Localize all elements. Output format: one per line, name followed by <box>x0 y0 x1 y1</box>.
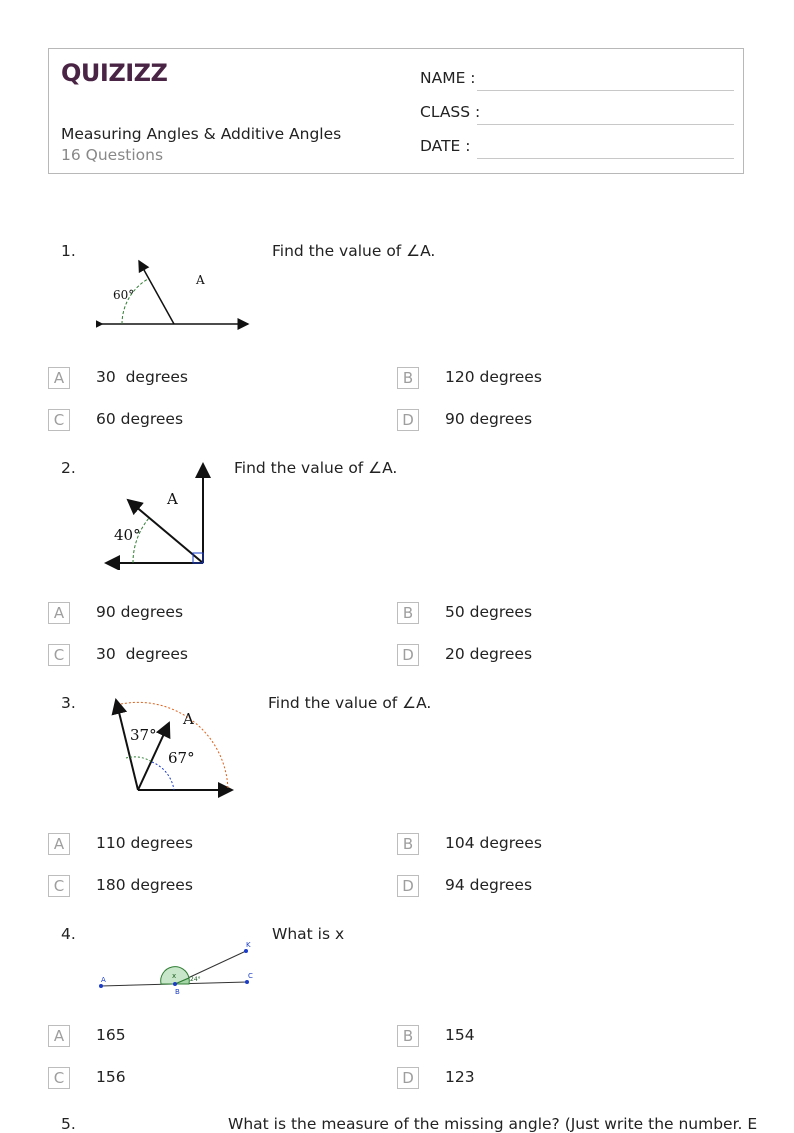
angle-label-67: 67° <box>168 749 195 767</box>
question-number: 2. <box>61 459 76 477</box>
worksheet-title: Measuring Angles & Additive Angles <box>61 125 342 143</box>
question-3-figure <box>108 692 242 800</box>
option-text: 110 degrees <box>96 834 193 852</box>
option-letter: D <box>397 644 419 666</box>
option-letter: D <box>397 875 419 897</box>
option-letter: C <box>48 875 70 897</box>
point-c <box>245 980 249 984</box>
class-label: CLASS : <box>420 103 481 121</box>
name-label: NAME : <box>420 69 476 87</box>
option-letter: A <box>48 833 70 855</box>
angle-ray <box>139 261 174 324</box>
point-b <box>173 982 177 986</box>
option-text: 94 degrees <box>445 876 533 894</box>
question-number: 5. <box>61 1115 76 1133</box>
option-letter: C <box>48 644 70 666</box>
option-letter: D <box>397 1067 419 1089</box>
question-text: Find the value of ∠A. <box>268 694 432 712</box>
option-letter: C <box>48 409 70 431</box>
question-2-figure <box>98 458 218 570</box>
label-b: B <box>175 988 180 996</box>
option-text: 120 degrees <box>445 368 542 386</box>
option-letter: C <box>48 1067 70 1089</box>
label-a: A <box>101 976 106 984</box>
angle-label: 60° <box>113 288 135 302</box>
option-letter: B <box>397 602 419 624</box>
outer-arc <box>121 702 228 790</box>
date-line <box>477 158 734 159</box>
angle-label: 40° <box>114 526 141 544</box>
option-text: 165 <box>96 1026 126 1044</box>
quizizz-logo: QUIZIZZ <box>61 59 168 87</box>
label-c: C <box>248 972 253 980</box>
option-letter: B <box>397 1025 419 1047</box>
option-text: 123 <box>445 1068 475 1086</box>
option-letter: D <box>397 409 419 431</box>
option-text: 50 degrees <box>445 603 533 621</box>
question-number: 1. <box>61 242 76 260</box>
angle-label-37: 37° <box>130 726 157 744</box>
question-text: What is x <box>272 925 345 943</box>
question-count: 16 Questions <box>61 146 164 164</box>
question-text: Find the value of ∠A. <box>272 242 436 260</box>
option-letter: A <box>48 1025 70 1047</box>
question-text: What is the measure of the missing angle? (Just write the number. E <box>228 1115 758 1133</box>
unknown-label: A <box>183 710 194 728</box>
question-4-figure <box>96 938 260 998</box>
option-text: 20 degrees <box>445 645 533 663</box>
class-line <box>477 124 734 125</box>
option-text: 180 degrees <box>96 876 193 894</box>
option-text: 90 degrees <box>445 410 533 428</box>
class-field[interactable] <box>420 103 734 127</box>
date-label: DATE : <box>420 137 471 155</box>
option-letter: B <box>397 833 419 855</box>
name-line <box>477 90 734 91</box>
option-text: 154 <box>445 1026 475 1044</box>
unknown-label: A <box>167 490 178 508</box>
left-ray <box>116 700 138 790</box>
option-text: 30 degrees <box>96 368 188 386</box>
label-24: 24° <box>190 976 201 983</box>
question-text: Find the value of ∠A. <box>234 459 398 477</box>
question-number: 3. <box>61 694 76 712</box>
label-k: K <box>246 941 251 949</box>
point-a <box>99 984 103 988</box>
option-text: 30 degrees <box>96 645 188 663</box>
option-text: 104 degrees <box>445 834 542 852</box>
worksheet-header <box>48 48 744 174</box>
name-field[interactable] <box>420 69 734 93</box>
unknown-label: A <box>196 273 205 287</box>
option-text: 60 degrees <box>96 410 184 428</box>
option-text: 156 <box>96 1068 126 1086</box>
option-letter: A <box>48 602 70 624</box>
option-text: 90 degrees <box>96 603 184 621</box>
point-k <box>244 949 248 953</box>
option-letter: A <box>48 367 70 389</box>
label-x: x <box>172 972 177 980</box>
question-number: 4. <box>61 925 76 943</box>
option-letter: B <box>397 367 419 389</box>
date-field[interactable] <box>420 137 734 161</box>
question-1-figure <box>96 254 256 334</box>
